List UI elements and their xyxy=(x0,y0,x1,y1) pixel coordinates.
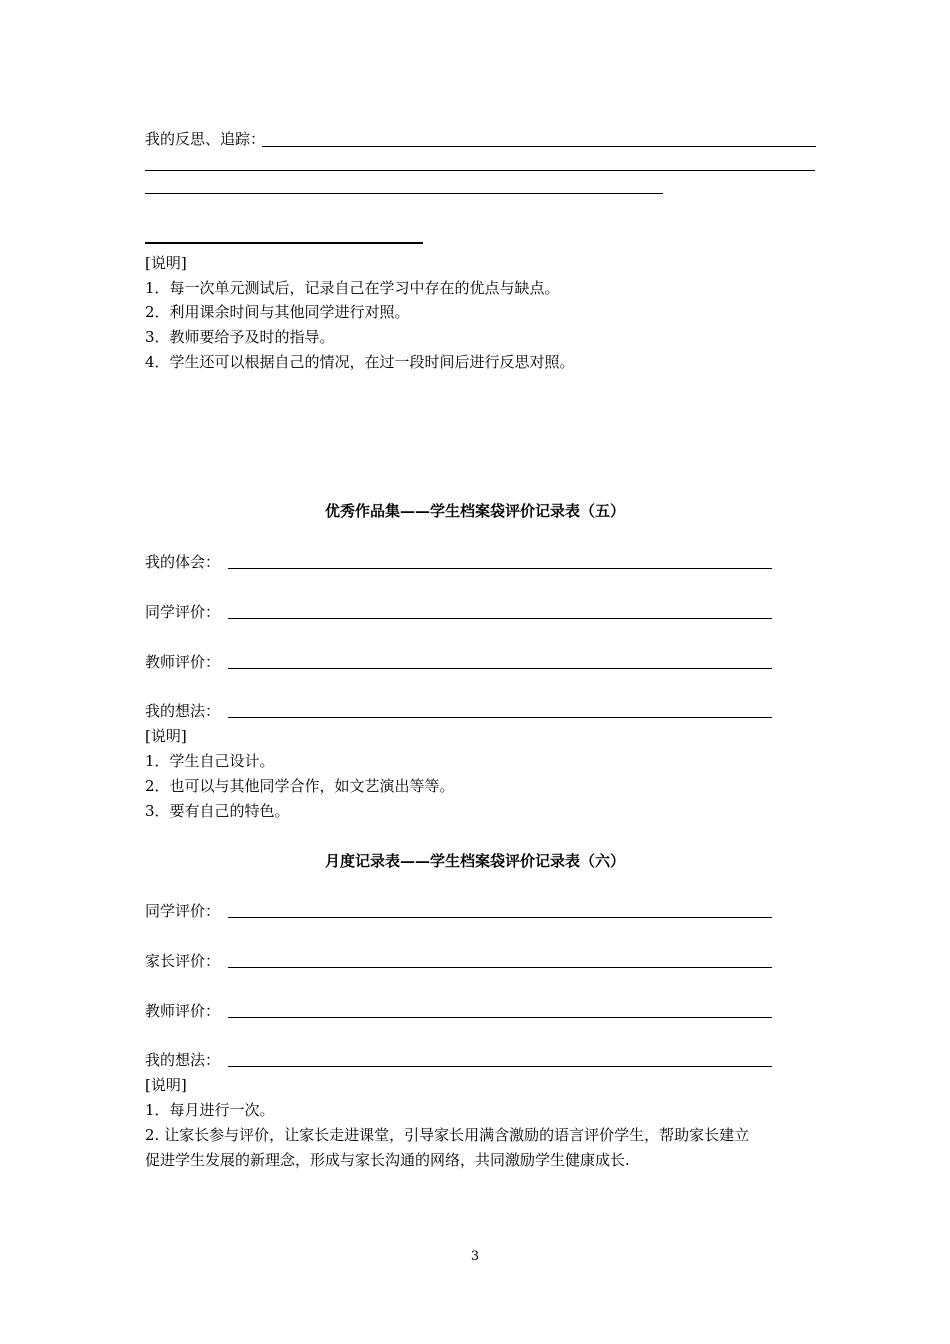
section-six-note-1: 1．每月进行一次。 xyxy=(145,1101,275,1119)
reflection-line-3[interactable] xyxy=(145,193,663,194)
section-five-note-1: 1．学生自己设计。 xyxy=(145,752,275,770)
field-label: 我的体会： xyxy=(145,553,221,571)
field-underline[interactable] xyxy=(228,568,772,569)
section-six-note-2: 2. 让家长参与评价，让家长走进课堂，引导家长用满含激励的语言评价学生，帮助家长建立 xyxy=(145,1126,750,1144)
field-label: 同学评价： xyxy=(145,603,221,621)
field-underline[interactable] xyxy=(228,967,772,968)
section-five-note-header: [说明] xyxy=(145,727,187,745)
field-label: 我的想法： xyxy=(145,702,221,720)
reflection-line-2[interactable] xyxy=(145,170,815,171)
field-underline[interactable] xyxy=(228,717,772,718)
field-underline[interactable] xyxy=(228,618,772,619)
reflection-note-1: 1．每一次单元测试后，记录自己在学习中存在的优点与缺点。 xyxy=(145,279,560,297)
field-label: 教师评价： xyxy=(145,653,221,671)
reflection-line-4[interactable] xyxy=(145,242,423,244)
field-underline[interactable] xyxy=(228,1017,772,1018)
field-label: 教师评价： xyxy=(145,1002,221,1020)
field-label: 家长评价： xyxy=(145,952,221,970)
reflection-line-1[interactable] xyxy=(262,146,816,147)
section-five-title: 优秀作品集——学生档案袋评价记录表（五） xyxy=(324,502,625,520)
section-five-note-2: 2．也可以与其他同学合作，如文艺演出等等。 xyxy=(145,777,455,795)
field-underline[interactable] xyxy=(228,1066,772,1067)
section-six-title: 月度记录表——学生档案袋评价记录表（六） xyxy=(324,852,625,870)
reflection-note-4: 4．学生还可以根据自己的情况，在过一段时间后进行反思对照。 xyxy=(145,353,575,371)
section-six-note-3: 促进学生发展的新理念，形成与家长沟通的网络，共同激励学生健康成长. xyxy=(145,1151,630,1169)
field-underline[interactable] xyxy=(228,917,772,918)
reflection-note-3: 3．教师要给予及时的指导。 xyxy=(145,328,335,346)
section-five-note-3: 3．要有自己的特色。 xyxy=(145,802,290,820)
field-label: 我的想法： xyxy=(145,1051,221,1069)
field-underline[interactable] xyxy=(228,668,772,669)
section-six-note-header: [说明] xyxy=(145,1076,187,1094)
reflection-note-header: [说明] xyxy=(145,254,187,272)
reflection-label: 我的反思、追踪： xyxy=(145,130,266,148)
field-label: 同学评价： xyxy=(145,902,221,920)
reflection-note-2: 2．利用课余时间与其他同学进行对照。 xyxy=(145,303,410,321)
page-number: 3 xyxy=(470,1249,480,1264)
